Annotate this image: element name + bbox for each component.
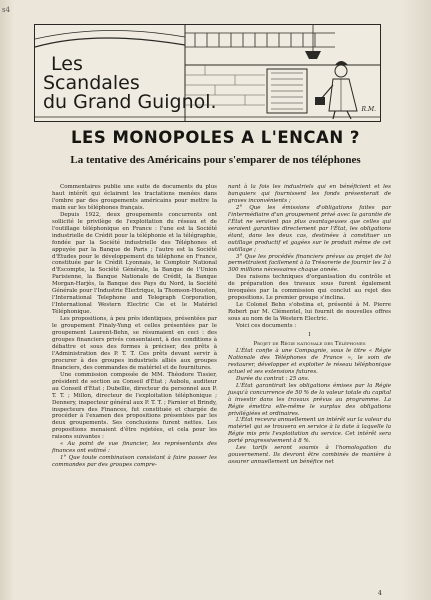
right-column — [228, 184, 391, 466]
paragraph: Des raisons techniques d'organisation du contrôle et de préparation des travaux sous furent également invoquées par la commission qui conclut au rejet des propositions. Le premier groupe s'inclina. — [228, 274, 391, 302]
header-illustration — [34, 24, 381, 122]
paragraph: Une commission composée de MM. Théodore Tissier, président de section au Conseil d'État ; Aubolu, auditeur au Conseil d'État ; Dubellie, directeur du personnel aux P. T. T. ; Millon, directeur de l'exploitation téléphonique ; Dennery, inspecteur général aux P. T. T. ; Farnier et Brindy, inspecteurs des Finances, fut constituée et chargée de procéder à l'examen des propositions présentées par les deux groupements. Ses conclusions furent nettes. Les propositions menaient d'être rejetées, et cela pour les raisons suivantes : — [52, 371, 217, 441]
paragraph: 3° Que les procédés financiers prévus au projet de loi permettraient facilement à la Trésorerie de fournir les 2 à 300 millions nécessaires chaque année. — [228, 253, 391, 274]
paragraph: L'État recevra annuellement un intérêt sur la valeur du matériel qui se trouvera en service à la date à laquelle la Régie mis pris l'exploitation du service. Cet intérêt sera porté progressivement à 8 %. — [228, 417, 391, 445]
paragraph: Voici ces documents : — [236, 323, 297, 330]
article-headline: LES MONOPOLES A L'ENCAN ? — [71, 128, 360, 147]
paragraph: « Au point de vue financier, les représentants des finances ont estimé : — [52, 441, 217, 455]
paragraph: Les propositions, à peu près identiques, présentées par le groupement Finaly-Yung et celles présentées par le groupement Laurent-Behn, se résumaient en ceci : des groupes financiers privés consentaient, à des conditions à débattre et sous des formes à préciser, des prêts à l'Administration des P. T. T. Ces prêts devant servir à procurer à des groupes industriels alliés aux groupes financiers, des commandes de matériel et de fournitures. — [52, 316, 217, 371]
section-numeral: I — [308, 332, 311, 339]
paragraph: Les tarifs seront soumis à l'homologation du gouvernement. Ils devront être combinés de manière à assurer annuellement un bénéfice net — [228, 445, 391, 466]
section-heading: Projet de Régie nationale des Téléphones — [253, 340, 366, 347]
illustrator-signature: R.M. — [361, 106, 376, 113]
paragraph: Le Colonel Behn s'obstina et, présenté à M. Pierre Robert par M. Clémentel, lui fournit de nouvelles offres sous au nom de la Western Electric. — [228, 302, 391, 323]
paragraph: Depuis 1922, deux groupements concurrents ont sollicité le privilège de l'exploitation du réseau et de l'outillage téléphonique en France : l'une est la Société industrielle de Crédit pour la téléphonie et la télégraphie, fondée par la Société industrielle des Téléphones et appuyée par la Banque de Paris ; l'autre est la Société d'Études pour le développement du téléphone en France, constituée par le Crédit Lyonnais, le Comptoir National d'Escompte, la Société Générale, la Banque de l'Union Parisienne, la Banque Nationale de Crédit, la Banque Morgan-Harjès, la Banque des Pays du Nord, la Société Générale pour l'Industrie Électrique, la Thomson-Houston, l'International Telephone and Telegraph Corporation, l'International Western Electric Cie et le Matériel Téléphonique. — [52, 211, 217, 316]
paragraph: L'État confie à une Compagnie, sous le titre « Régie Nationale des Téléphones de France », le soin de restaurer, développer et exploiter le réseau téléphonique actuel et ses extensions futures. — [228, 347, 391, 375]
banner-title-line3: du Grand Guignol. — [43, 91, 217, 113]
paragraph: L'État garantirait les obligations émises par la Régie jusqu'à concurrence de 50 % de la valeur totale du capital à investir dans les travaux prévus au programme. La Régie émettra elle-même le surplus des obligations privilégiées et ordinaires. — [228, 382, 391, 417]
paragraph: Commentaires publie une suite de documents du plus haut intérêt qui éclairent les tractations menées dans l'ombre par des groupements américains pour mettre la main sur les téléphones français. — [52, 184, 217, 211]
banner-title-line1: Les — [51, 53, 83, 75]
banner-title — [43, 55, 217, 112]
paragraph: nant à la fois les industriels qui en bénéficient et les banquiers qui fournissent les fonds présenterait de graves inconvénients ; — [228, 184, 391, 204]
article-subhead: La tentative des Américains pour s'emparer de nos téléphones — [70, 154, 361, 166]
paragraph: Durée du contrat : 25 ans. — [236, 375, 310, 382]
paragraph: 2° Que les émissions d'obligations faites par l'intermédiaire d'un groupement privé avec la garantie de l'État ne seraient pas plus avantageuses que celles qui seraient garanties directement par l'État, les obligations étant, dans les deux cas, destinées à constituer un outillage productif et gagées sur le produit même de cet outillage ; — [228, 204, 391, 253]
left-column — [52, 184, 217, 469]
page-number: 4 — [378, 590, 382, 597]
banner-title-line2: Scandales — [43, 72, 140, 94]
paragraph: 1° Que toute combinaison consistant à faire passer les commandes par des groupes compre- — [52, 455, 217, 469]
edge-mark: s4 — [2, 6, 11, 14]
